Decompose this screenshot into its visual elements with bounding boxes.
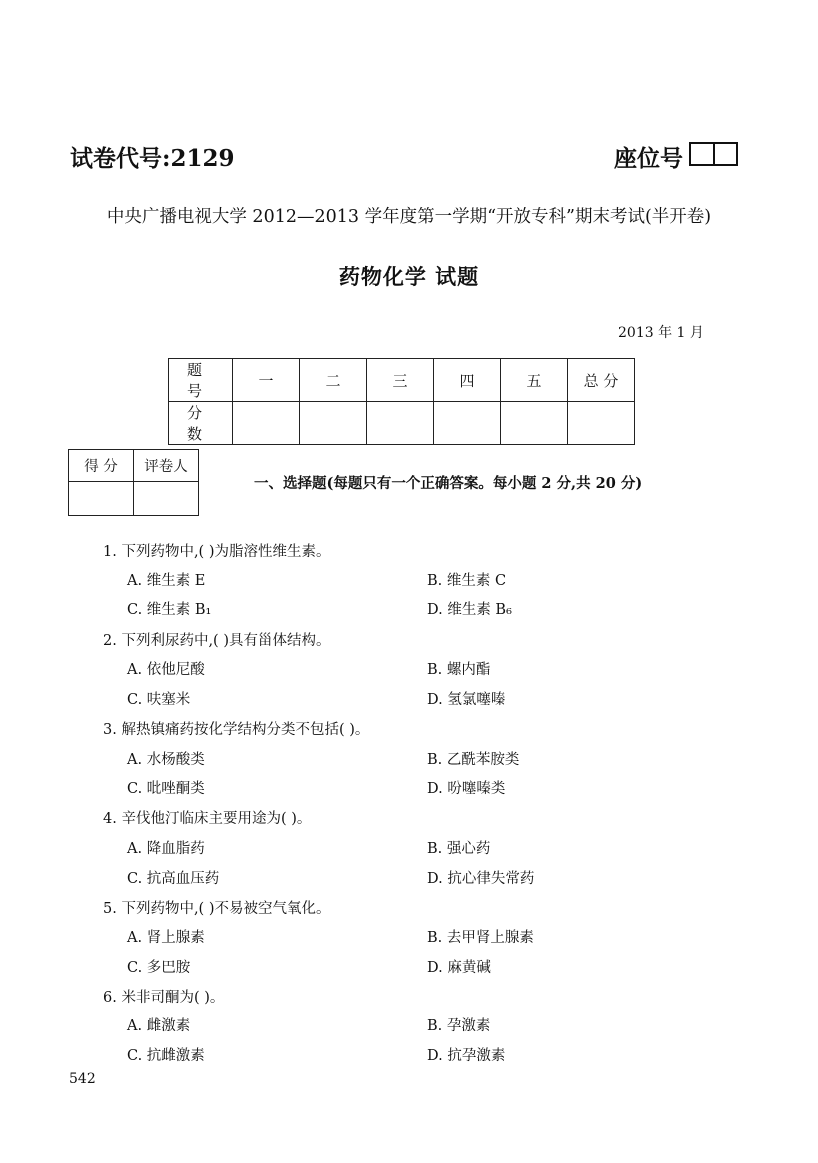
paper-code: 试卷代号:2129 (70, 145, 235, 172)
question-stem: 4. 辛伐他汀临床主要用途为( )。 (103, 811, 312, 827)
grader-table-empty-cell (134, 482, 199, 516)
question-stem: 1. 下列药物中,( )为脂溶性维生素。 (103, 544, 331, 560)
section-title: 一、选择题(每题只有一个正确答案。每小题 2 分,共 20 分) (254, 475, 643, 492)
question-stem: 2. 下列利尿药中,( )具有甾体结构。 (103, 633, 331, 649)
option-a: A. 水杨酸类 (127, 752, 205, 768)
question-stem: 5. 下列药物中,( )不易被空气氧化。 (103, 901, 331, 917)
option-d: D. 氢氯噻嗪 (427, 692, 506, 708)
option-c: C. 抗雌激素 (127, 1048, 205, 1064)
option-a: A. 雌激素 (127, 1018, 191, 1034)
option-a: A. 降血脂药 (127, 841, 205, 857)
exam-title: 中央广播电视大学 2012—2013 学年度第一学期“开放专科”期末考试(半开卷) (106, 207, 712, 227)
exam-date: 2013 年 1 月 (618, 325, 704, 341)
option-b: B. 强心药 (427, 841, 491, 857)
option-d: D. 麻黄碱 (427, 960, 491, 976)
score-table-cell: 题 号 (169, 359, 233, 402)
option-d: D. 抗孕激素 (427, 1048, 506, 1064)
score-table-empty-cell (233, 402, 300, 445)
option-a: A. 维生素 E (127, 573, 206, 589)
score-table-cell: 一 (233, 359, 300, 402)
option-c: C. 呋塞米 (127, 692, 191, 708)
option-c: C. 维生素 B₁ (127, 602, 212, 618)
score-table-empty-cell (367, 402, 434, 445)
score-table-empty-cell (300, 402, 367, 445)
grader-table (68, 449, 199, 516)
seat-number-label: 座位号 (614, 145, 683, 172)
score-table-cell: 总 分 (568, 359, 635, 402)
page-number: 542 (69, 1071, 96, 1087)
grader-table-cell: 得 分 (69, 450, 134, 482)
score-table-score-row (169, 402, 635, 445)
score-table-empty-cell (568, 402, 635, 445)
score-table-cell: 三 (367, 359, 434, 402)
score-table-cell: 分 数 (169, 402, 233, 445)
option-b: B. 孕激素 (427, 1018, 491, 1034)
subject-title: 药物化学 试题 (338, 264, 480, 289)
grader-table-blank-row (69, 482, 199, 516)
score-table-header-row (169, 359, 635, 402)
option-a: A. 依他尼酸 (127, 662, 205, 678)
grader-table-cell: 评卷人 (134, 450, 199, 482)
score-table-empty-cell (434, 402, 501, 445)
question-stem: 6. 米非司酮为( )。 (103, 990, 225, 1006)
option-b: B. 乙酰苯胺类 (427, 752, 520, 768)
option-c: C. 抗高血压药 (127, 871, 220, 887)
option-c: C. 吡唑酮类 (127, 781, 205, 797)
question-stem: 3. 解热镇痛药按化学结构分类不包括( )。 (103, 722, 370, 738)
seat-number-box (689, 142, 738, 166)
score-table-empty-cell (501, 402, 568, 445)
option-b: B. 螺内酯 (427, 662, 491, 678)
grader-table-empty-cell (69, 482, 134, 516)
option-b: B. 去甲肾上腺素 (427, 930, 534, 946)
grader-table-header-row (69, 450, 199, 482)
option-d: D. 吩噻嗪类 (427, 781, 506, 797)
score-table-cell: 二 (300, 359, 367, 402)
score-table (168, 358, 635, 445)
option-b: B. 维生素 C (427, 573, 507, 589)
option-d: D. 抗心律失常药 (427, 871, 535, 887)
score-table-cell: 五 (501, 359, 568, 402)
option-a: A. 肾上腺素 (127, 930, 205, 946)
option-d: D. 维生素 B₆ (427, 602, 512, 618)
score-table-cell: 四 (434, 359, 501, 402)
option-c: C. 多巴胺 (127, 960, 191, 976)
